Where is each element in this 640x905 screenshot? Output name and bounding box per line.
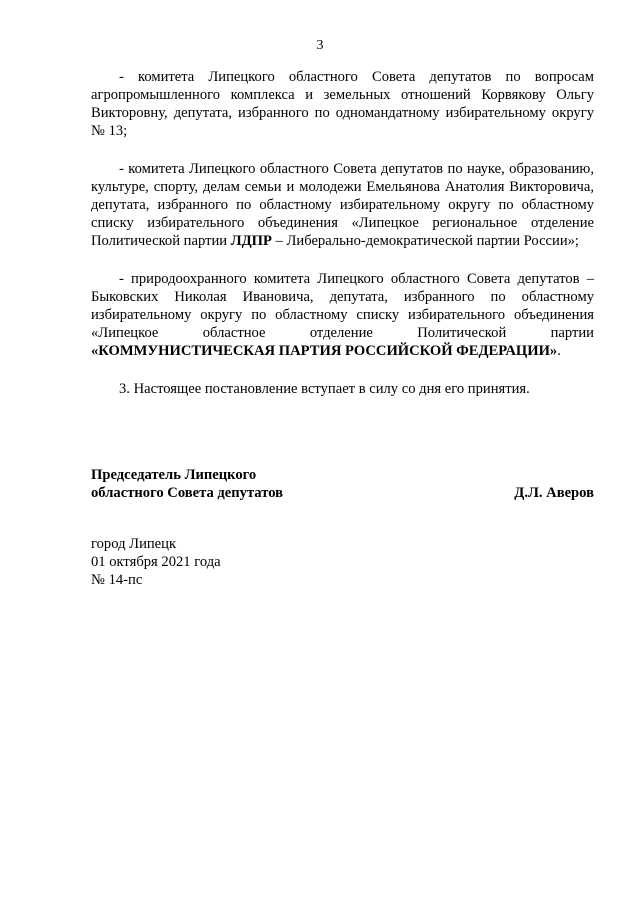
footer-date: 01 октября 2021 года (91, 554, 221, 570)
document-body (91, 68, 594, 398)
party-name-ldpr: ЛДПР (230, 233, 272, 249)
signatory-title-line1: Председатель Липецкого (91, 467, 257, 483)
paragraph-text: - природоохранного комитета Липецкого областного Совета депутатов – Быковских Николая Ивановича, депутата, избранного по областному избирательному округу по областному списку избирательного объединения «Липецкое областное отделение Политической партии (91, 271, 594, 341)
paragraph-science-committee (91, 160, 594, 250)
paragraph-agro-committee: - комитета Липецкого областного Совета депутатов по вопросам агропромышленного комплекса и земельных отношений Корвякову Ольгу Викторовну, депутата, избранного по одномандатному избирательному округу № 13; (91, 69, 594, 139)
footer-city: город Липецк (91, 536, 177, 552)
paragraph-text: – Либерально-демократической партии России»; (271, 233, 579, 249)
signatory-title-line2: областного Совета депутатов (91, 485, 284, 501)
signature-block (91, 466, 594, 502)
party-name-kprf: «КОММУНИСТИЧЕСКАЯ ПАРТИЯ РОССИЙСКОЙ ФЕДЕРАЦИИ» (91, 343, 558, 359)
footer-number: № 14-пс (91, 572, 143, 588)
paragraph-effective-date: 3. Настоящее постановление вступает в силу со дня его принятия. (119, 381, 530, 397)
page-number: 3 (316, 38, 324, 53)
signature-row (91, 484, 594, 502)
paragraph-nature-committee (91, 270, 594, 360)
paragraph-text: . (557, 343, 561, 359)
paragraph-text: - комитета Липецкого областного Совета депутатов по науке, образованию, культуре, спорту, делам семьи и молодежи Емельянова Анатолия Викторовича, депутата, избранного по областному избирательному округу по областному списку избирательного объединения «Липецкое региональное отделение Политической партии (91, 161, 594, 249)
signatory-name: Д.Л. Аверов (514, 485, 594, 501)
document-footer (91, 535, 221, 589)
